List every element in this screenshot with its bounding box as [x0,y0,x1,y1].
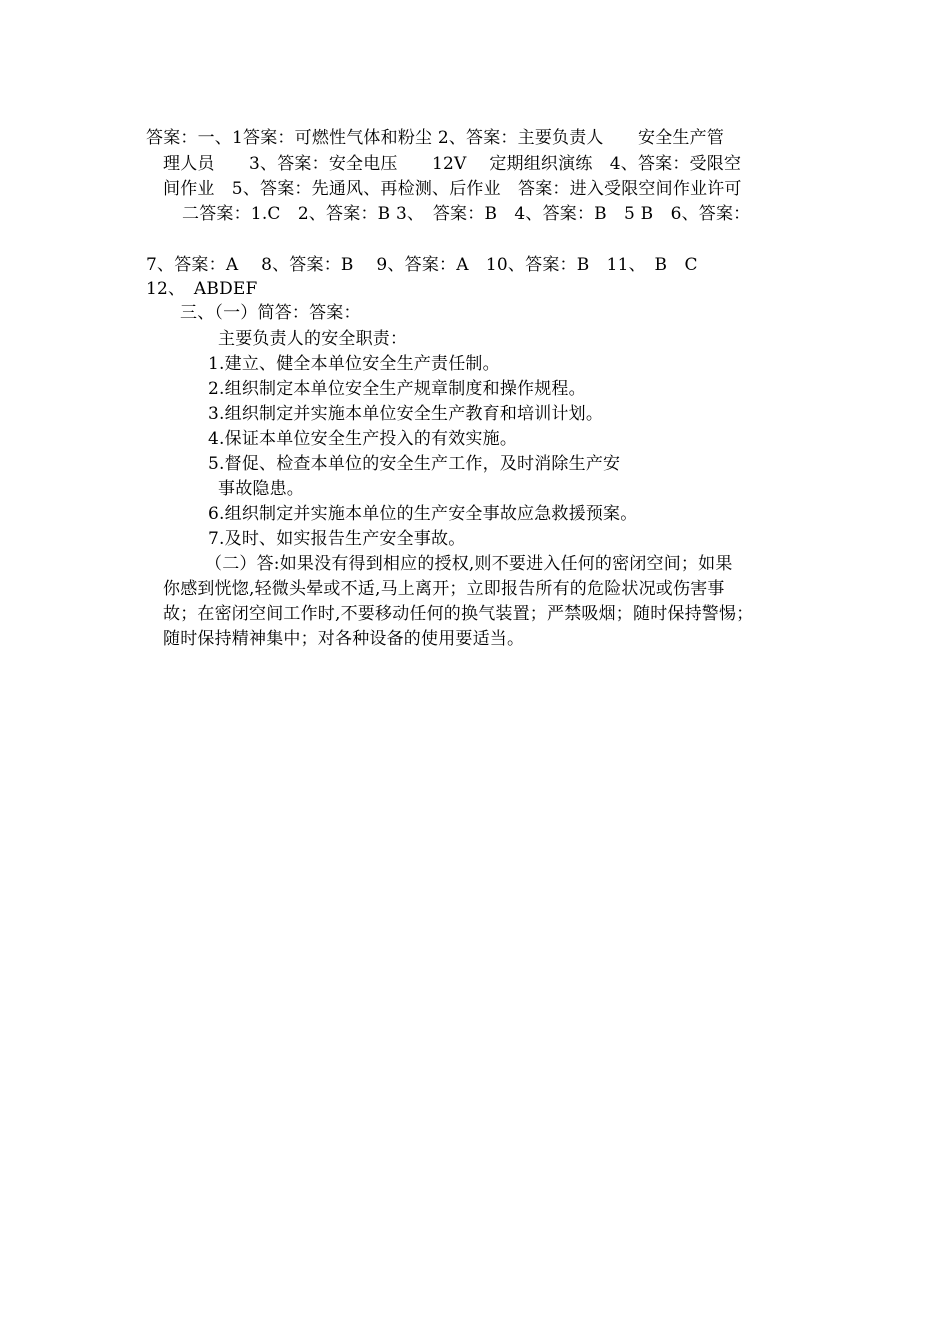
answers-line-6: 12、 ABDEF [146,279,258,299]
answers-line-1: 答案：一、1答案：可燃性气体和粉尘 2、答案：主要负责人 安全生产管 [146,128,725,148]
section-three-heading: 三、（一）简答：答案： [180,303,361,323]
duty-item-4: 4.保证本单位安全生产投入的有效实施。 [208,429,518,449]
duty-item-6: 6.组织制定并实施本单位的生产安全事故应急救援预案。 [208,504,638,524]
section-two-line-1: （二）答:如果没有得到相应的授权,则不要进入任何的密闭空间；如果 [205,554,733,574]
section-two-line-3: 故；在密闭空间工作时,不要移动任何的换气装置；严禁吸烟；随时保持警惕； [163,604,754,624]
answers-line-4: 二答案：1.C 2、答案：B 3、 答案：B 4、答案：B 5 B 6、答案： [182,204,751,224]
answers-line-3: 间作业 5、答案：先通风、再检测、后作业 答案：进入受限空间作业许可 [163,179,742,199]
answers-line-2: 理人员 3、答案：安全电压 12V 定期组织演练 4、答案：受限空 [163,154,742,174]
section-two-line-2: 你感到恍惚,轻微头晕或不适,马上离开；立即报告所有的危险状况或伤害事 [163,579,725,599]
section-two-line-4: 随时保持精神集中；对各种设备的使用要适当。 [163,629,525,649]
duty-item-2: 2.组织制定本单位安全生产规章制度和操作规程。 [208,379,586,399]
duty-item-3: 3.组织制定并实施本单位安全生产教育和培训计划。 [208,404,604,424]
duty-item-1: 1.建立、健全本单位安全生产责任制。 [208,354,500,374]
duty-item-5-continued: 事故隐患。 [218,479,304,499]
duties-subheading: 主要负责人的安全职责： [218,329,408,349]
duty-item-5: 5.督促、检查本单位的安全生产工作，及时消除生产安 [208,454,621,474]
duty-item-7: 7.及时、如实报告生产安全事故。 [208,529,466,549]
answers-line-5: 7、答案：A 8、答案：B 9、答案：A 10、答案：B 11、 B C [146,255,698,275]
